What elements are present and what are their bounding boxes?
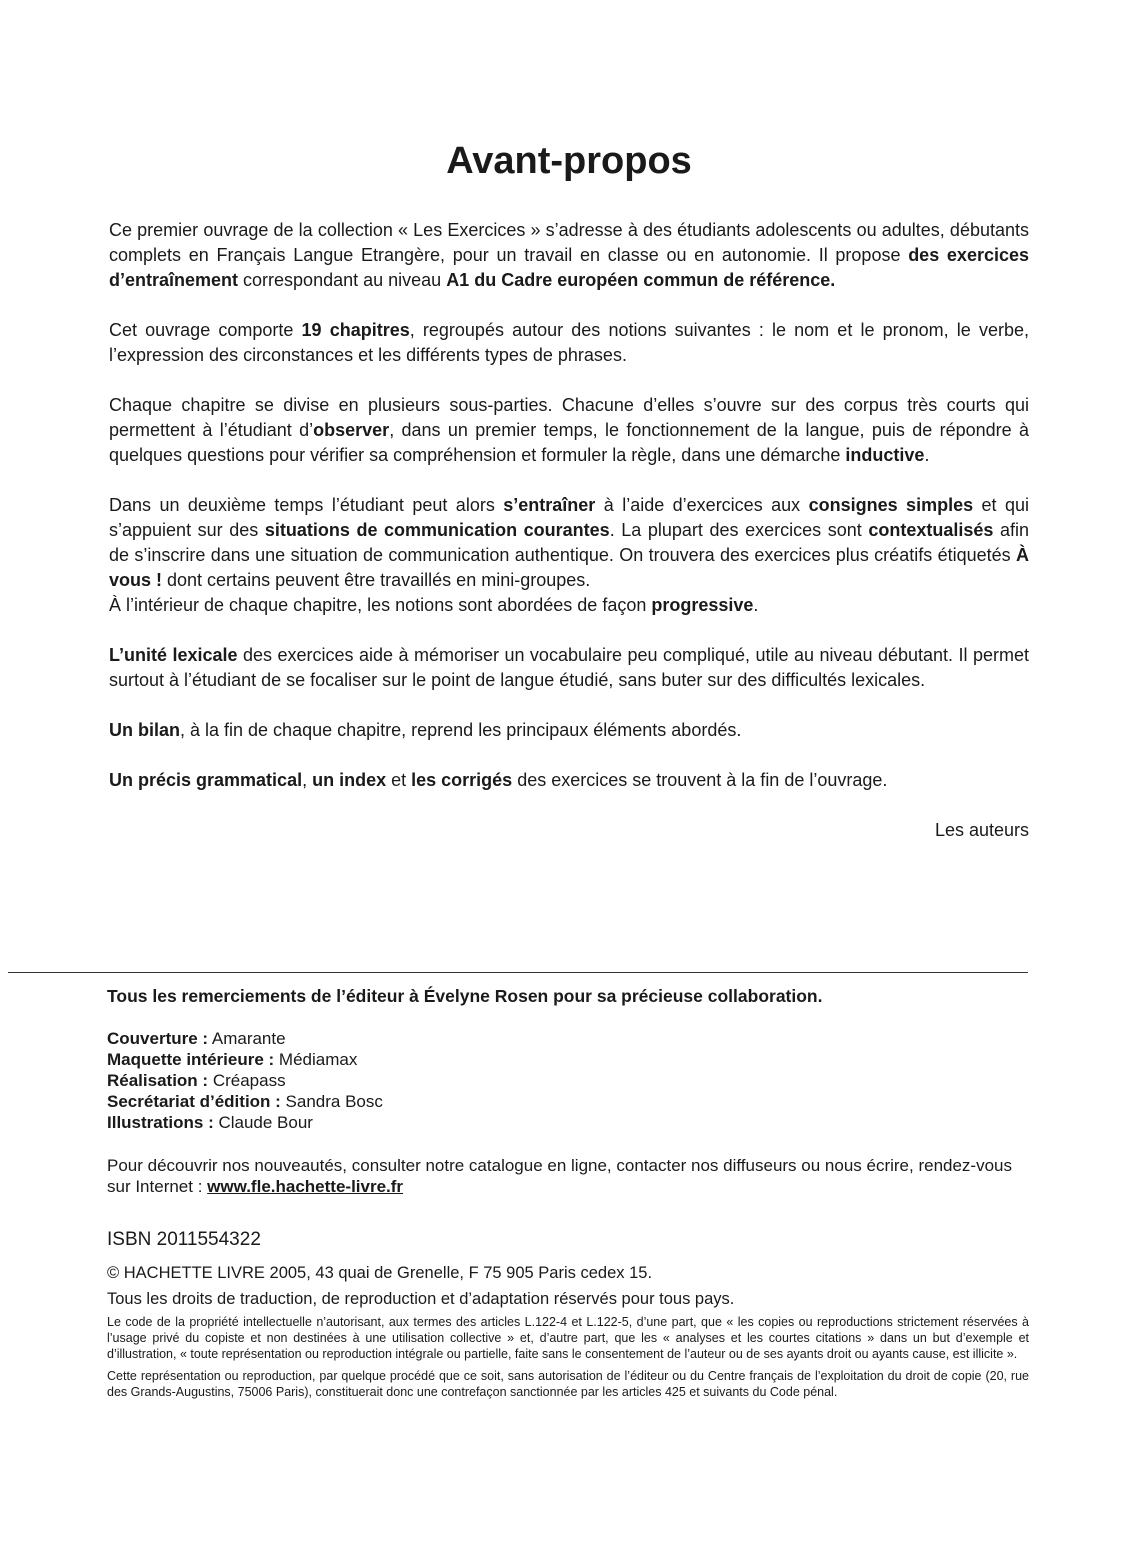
paragraph-bilan [109,718,1029,743]
paragraph-text: . La plupart des exercices sont [609,520,869,540]
paragraph-appendices [109,768,1029,793]
paragraph-text: dont certains peuvent être travaillés en mini-groupes. [162,570,591,590]
divider-line [8,972,1028,973]
emphasis-text: progressive [651,595,754,615]
emphasis-text: Un bilan [109,720,180,740]
credit-value: Claude Bour [213,1113,313,1132]
paragraph-text: Cet ouvrage comporte [109,320,302,340]
emphasis-text: observer [313,420,390,440]
credit-item [107,1049,1029,1070]
website-notice [107,1155,1029,1197]
emphasis-text: inductive [845,445,925,465]
emphasis-text: les corrigés [411,770,513,790]
paragraph-text: des exercices aide à mémoriser un vocabulaire peu compliqué, utile au niveau débutant. Il permet surtout à l’étudiant de se focaliser sur le point de langue étudié, sans buter sur des difficultés lexicales. [109,645,1029,690]
emphasis-text: s’entraîner [503,495,596,515]
rights-line: Tous les droits de traduction, de reproduction et d’adaptation réservés pour tous pays. [107,1290,735,1308]
paragraph-intro [109,218,1029,293]
paragraph-text: des exercices se trouvent à la fin de l’ouvrage. [512,770,888,790]
isbn: ISBN 2011554322 [107,1229,261,1250]
credit-value: Sandra Bosc [280,1092,383,1111]
paragraph-text: , dans un premier temps, le fonctionnement de la langue, puis de répondre à quelques questions pour vérifier sa compréhension et formuler la règle, dans une démarche [109,420,1029,465]
credit-item [107,1091,1029,1112]
paragraph-text: à l’aide d’exercices aux [595,495,809,515]
paragraph-text: . [924,445,930,465]
paragraph-text: , à la fin de chaque chapitre, reprend les principaux éléments abordés. [180,720,742,740]
paragraph-text: et [386,770,412,790]
emphasis-text: contextualisés [868,520,994,540]
emphasis-text: Un précis grammatical [109,770,303,790]
credit-label: Secrétariat d’édition : [107,1092,281,1111]
paragraph-chapters [109,318,1029,368]
paragraph-lexical [109,643,1029,693]
emphasis-text: un index [312,770,387,790]
emphasis-text: A1 du Cadre européen commun de référence. [446,270,836,290]
legal-paragraph: Cette représentation ou reproduction, par quelque procédé que ce soit, sans autorisation de l’éditeur ou du Centre français de l’exploitation du droit de copie (20, rue des Grands-Augustins, 75006 Paris), constituerait donc une contrefaçon sanctionnée par les articles 425 et suivants du Code pénal. [107,1369,1029,1399]
credit-value: Créapass [208,1071,286,1090]
credit-item [107,1070,1029,1091]
paragraph-text: , regroupés autour des notions suivantes : le nom et le pronom, le verbe, l’expression des circonstances et les différents types de phrases. [109,320,1029,365]
paragraph-text: et qui s’appuient sur des [109,495,1029,540]
copyright-line: © HACHETTE LIVRE 2005, 43 quai de Grenelle, F 75 905 Paris cedex 15. [107,1264,653,1282]
foreword-body [109,218,1029,868]
website-link[interactable]: www.fle.hachette-livre.fr [207,1177,404,1196]
paragraph-structure [109,393,1029,468]
signature: Les auteurs [934,820,1029,840]
legal-paragraph: Le code de la propriété intellectuelle n’autorisant, aux termes des articles L.122-4 et L.122-5, d’une part, que « les copies ou reproductions strictement réservées à l’usage privé du copiste et non destinées à une utilisation collective » et, d’autre part, que les « analyses et les courtes citations » dans un but d’exemple et d’illustration, « toute représentation ou reproduction intégrale ou partielle, faite sans le consentement de l’auteur ou de ses ayants droit ou ayants cause, est illicite ». [107,1315,1029,1361]
credit-item [107,1028,1029,1049]
paragraph-text: . [753,595,759,615]
paragraph-text: , [302,770,313,790]
paragraph-text: À l’intérieur de chaque chapitre, les notions sont abordées de façon [109,595,652,615]
page-title: Avant-propos [446,140,692,182]
paragraph-practice [109,493,1029,593]
paragraph-text: afin de s’inscrire dans une situation de communication authentique. On trouvera des exercices plus créatifs étiquetés [109,520,1030,565]
credit-label: Réalisation : [107,1071,209,1090]
paragraph-text: Chaque chapitre se divise en plusieurs sous-parties. Chacune d’elles s’ouvre sur des corpus très courts qui permettent à l’étudiant d’ [109,395,1029,440]
paragraph-text: correspondant au niveau [238,270,447,290]
paragraph-text: Ce premier ouvrage de la collection « Les Exercices » s’adresse à des étudiants adolescents ou adultes, débutants complets en Français Langue Etrangère, pour un travail en classe ou en autonomie. Il propose [109,220,1029,265]
credit-label: Maquette intérieure : [107,1050,275,1069]
emphasis-text: des exercices d’entraînement [109,245,1030,290]
credit-value: Amarante [208,1029,286,1048]
thanks-line: Tous les remerciements de l’éditeur à Évelyne Rosen pour sa précieuse collaboration. [107,986,823,1006]
credits-section [107,986,1029,1406]
emphasis-text: 19 chapitres [301,320,410,340]
legal-notice [107,1314,1029,1400]
emphasis-text: situations de communication courantes [264,520,610,540]
credit-label: Couverture : [107,1029,209,1048]
credit-item [107,1112,1029,1133]
credit-value: Médiamax [274,1050,358,1069]
paragraph-text: Dans un deuxième temps l’étudiant peut alors [109,495,504,515]
paragraph-progression [109,593,1029,618]
credits-list [107,1028,1029,1133]
copyright-block [107,1260,1029,1312]
website-notice-text: Pour découvrir nos nouveautés, consulter notre catalogue en ligne, contacter nos diffuseurs ou nous écrire, rendez-vous sur Internet : [107,1156,1013,1196]
emphasis-text: À vous ! [109,545,1029,590]
credit-label: Illustrations : [107,1113,214,1132]
emphasis-text: consignes simples [808,495,974,515]
emphasis-text: L’unité lexicale [109,645,238,665]
